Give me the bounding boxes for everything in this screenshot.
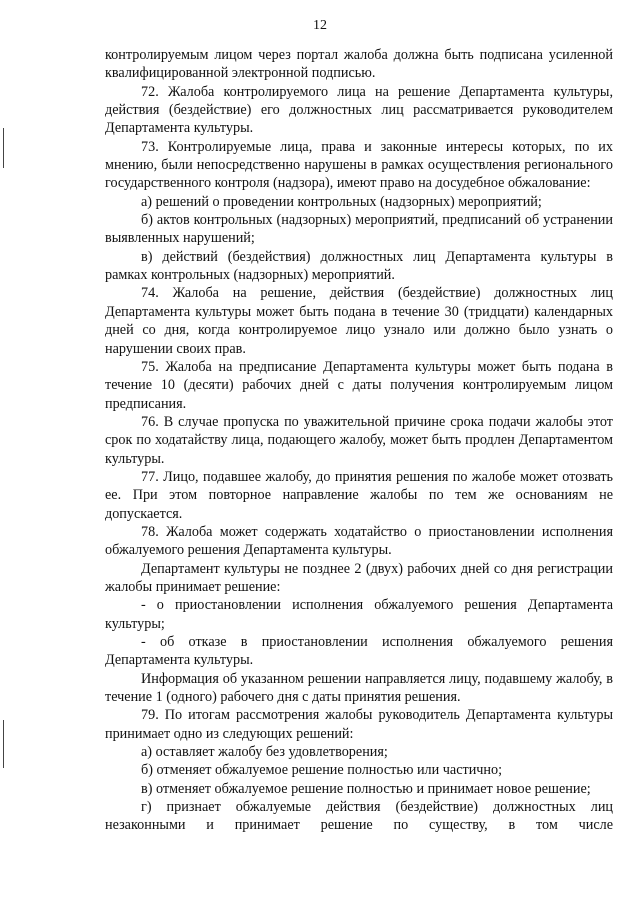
list-item: б) отменяет обжалуемое решение полностью или частично; (141, 762, 503, 779)
paragraph: 77. Лицо, подавшее жалобу, до принятия решения по жалобе может отозвать ее. При этом повторное направление жалобы по тем же основаниям не допускается. (105, 468, 613, 522)
scan-edge-mark (3, 128, 4, 168)
list-item: - о приостановлении исполнения обжалуемого решения Департамента культуры; (105, 597, 613, 632)
paragraph: 72. Жалоба контролируемого лица на решение Департамента культуры, действия (бездействие) его должностных лиц рассматривается руководителем Департамента культуры. (105, 83, 613, 137)
document-body (105, 46, 613, 835)
paragraph: 79. По итогам рассмотрения жалобы руководитель Департамента культуры принимает одно из следующих решений: (105, 707, 613, 742)
list-item: - об отказе в приостановлении исполнения обжалуемого решения Департамента культуры. (105, 634, 613, 669)
list-item: в) отменяет обжалуемое решение полностью и принимает новое решение; (141, 780, 591, 797)
list-item: а) решений о проведении контрольных (надзорных) мероприятий; (141, 193, 542, 210)
paragraph: 78. Жалоба может содержать ходатайство о приостановлении исполнения обжалуемого решения Департамента культуры. (105, 523, 613, 559)
paragraph: 75. Жалоба на предписание Департамента культуры может быть подана в течение 10 (десяти) рабочих дней с даты получения контролируемым лицом предписания. (105, 358, 613, 412)
list-item: а) оставляет жалобу без удовлетворения; (141, 744, 388, 761)
paragraph: контролируемым лицом через портал жалоба должна быть подписана усиленной квалифицированной электронной подписью. (105, 47, 613, 82)
scan-edge-mark (3, 720, 4, 768)
paragraph: 74. Жалоба на решение, действия (бездействие) должностных лиц Департамента культуры может быть подана в течение 30 (тридцати) календарных дней со дня, когда контролируемое лицо узнало или должно было узнать о нарушении своих прав. (105, 285, 613, 357)
paragraph: 73. Контролируемые лица, права и законные интересы которых, по их мнению, были непосредственно нарушены в рамках осуществления регионального государственного контроля (надзора), имеют право на досудебное обжалование: (105, 138, 613, 192)
list-item: г) признает обжалуемые действия (бездействие) должностных лиц незаконными и принимает решение по существу, в том числе (105, 799, 613, 834)
list-item: б) актов контрольных (надзорных) мероприятий, предписаний об устранении выявленных нарушений; (105, 212, 613, 247)
paragraph: 76. В случае пропуска по уважительной причине срока подачи жалобы этот срок по ходатайству лица, подающего жалобу, может быть продлен Департаментом культуры. (105, 413, 613, 467)
paragraph: Департамент культуры не позднее 2 (двух) рабочих дней со дня регистрации жалобы принимает решение: (105, 560, 613, 595)
page-number: 12 (313, 18, 327, 33)
list-item: в) действий (бездействия) должностных лиц Департамента культуры в рамках контрольных (надзорных) мероприятий. (105, 248, 613, 284)
paragraph: Информация об указанном решении направляется лицу, подавшему жалобу, в течение 1 (одного) рабочего дня с даты принятия решения. (105, 670, 613, 706)
